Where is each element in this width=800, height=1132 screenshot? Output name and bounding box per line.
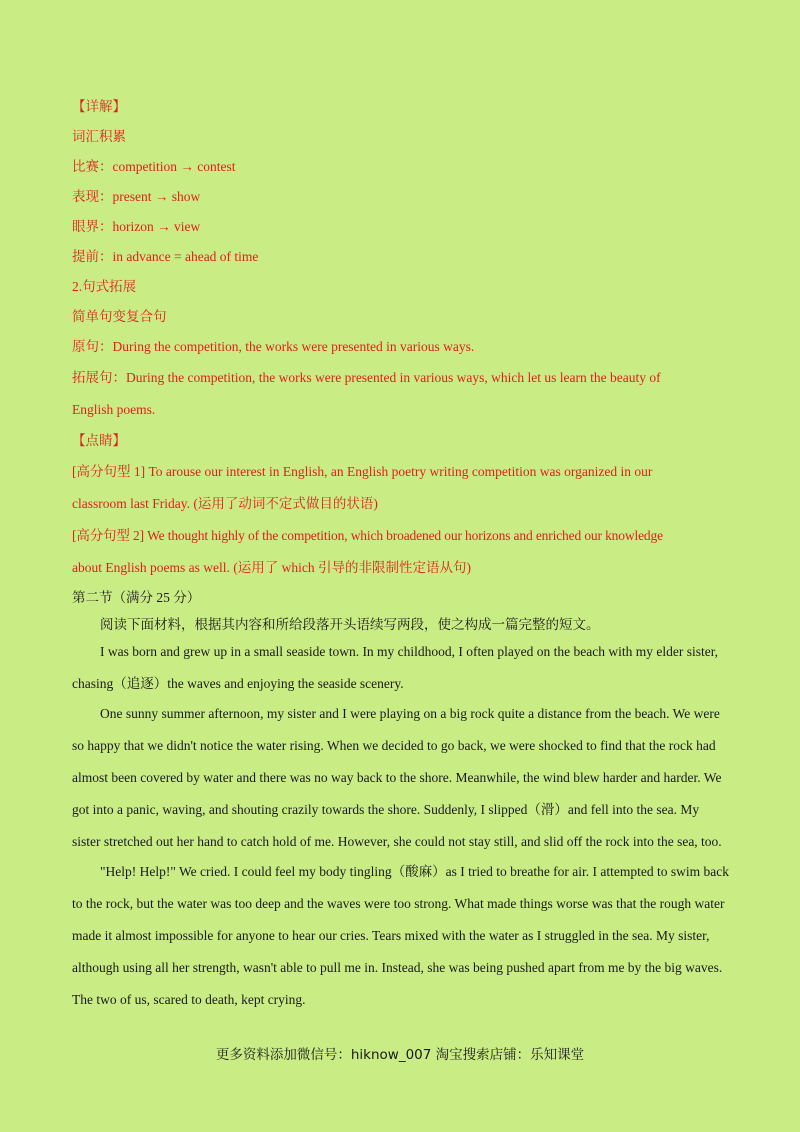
highlight-1-line1: [高分句型 1] To arouse our interest in English, an English poetry writing competition was organized in our bbox=[72, 464, 653, 479]
explanation-heading: 【详解】 bbox=[72, 99, 126, 114]
story-paragraph-3: "Help! Help!" We cried. I could feel my body tingling（酸麻）as I tried to breathe for air. I attempted to swim back to the rock, but the water was too deep and the waves were too strong. What made things worse was that the rough water made it almost impossible for anyone to hear our cries. Tears mixed with the water as I struggled in the sea. My sister, although using all her strength, wasn't able to pull me in. Instead, she was being pushed apart from me by the big waves. The two of us, scared to death, kept crying. bbox=[72, 864, 730, 1007]
sentence-title: 2.句式拓展 bbox=[72, 279, 137, 294]
story-paragraph-2: One sunny summer afternoon, my sister and I were playing on a big rock quite a distance from the beach. We were so happy that we didn't notice the water rising. When we decided to go back, we were shocked to find that the rock had almost been covered by water and there was no way back to the shore. Meanwhile, the wind blew harder and harder. We got into a panic, waving, and shouting crazily towards the shore. Suddenly, I slipped（滑）and fell into the sea. My sister stretched out her hand to catch hold of me. However, she could not stay still, and slid off the rock into the sea, too. bbox=[72, 706, 722, 849]
highlights-heading: 【点睛】 bbox=[72, 433, 126, 448]
document-page bbox=[72, 92, 730, 1016]
section-instruction: 阅读下面材料，根据其内容和所给段落开头语续写两段，使之构成一篇完整的短文。 bbox=[100, 617, 600, 632]
expanded-sentence-line1: 拓展句：During the competition, the works were presented in various ways, which let us learn the beauty of bbox=[72, 370, 661, 385]
original-sentence: 原句：During the competition, the works were presented in various ways. bbox=[72, 339, 475, 354]
vocab-item: 表现：present → show bbox=[72, 189, 201, 204]
expanded-sentence-line2: English poems. bbox=[72, 402, 156, 417]
highlight-2-line2: about English poems as well. (运用了 which 引导的非限制性定语从句) bbox=[72, 560, 471, 575]
section-title: 第二节（满分 25 分） bbox=[72, 590, 201, 605]
highlight-1-line2: classroom last Friday. (运用了动词不定式做目的状语) bbox=[72, 496, 378, 511]
vocab-title: 词汇积累 bbox=[72, 129, 126, 144]
vocab-item: 提前：in advance = ahead of time bbox=[72, 249, 259, 264]
sentence-subtitle: 简单句变复合句 bbox=[72, 309, 167, 324]
story-paragraph-1: I was born and grew up in a small seaside town. In my childhood, I often played on the beach with my elder sister, chasing（追逐）the waves and enjoying the seaside scenery. bbox=[72, 644, 719, 691]
footer-contact: 更多资料添加微信号：hiknow_007 淘宝搜索店铺：乐知课堂 bbox=[215, 1047, 585, 1063]
highlight-2-line1: [高分句型 2] We thought highly of the competition, which broadened our horizons and enriched our knowledge bbox=[72, 528, 663, 543]
vocab-item: 比赛：competition → contest bbox=[72, 159, 236, 174]
vocab-item: 眼界：horizon → view bbox=[72, 219, 201, 234]
